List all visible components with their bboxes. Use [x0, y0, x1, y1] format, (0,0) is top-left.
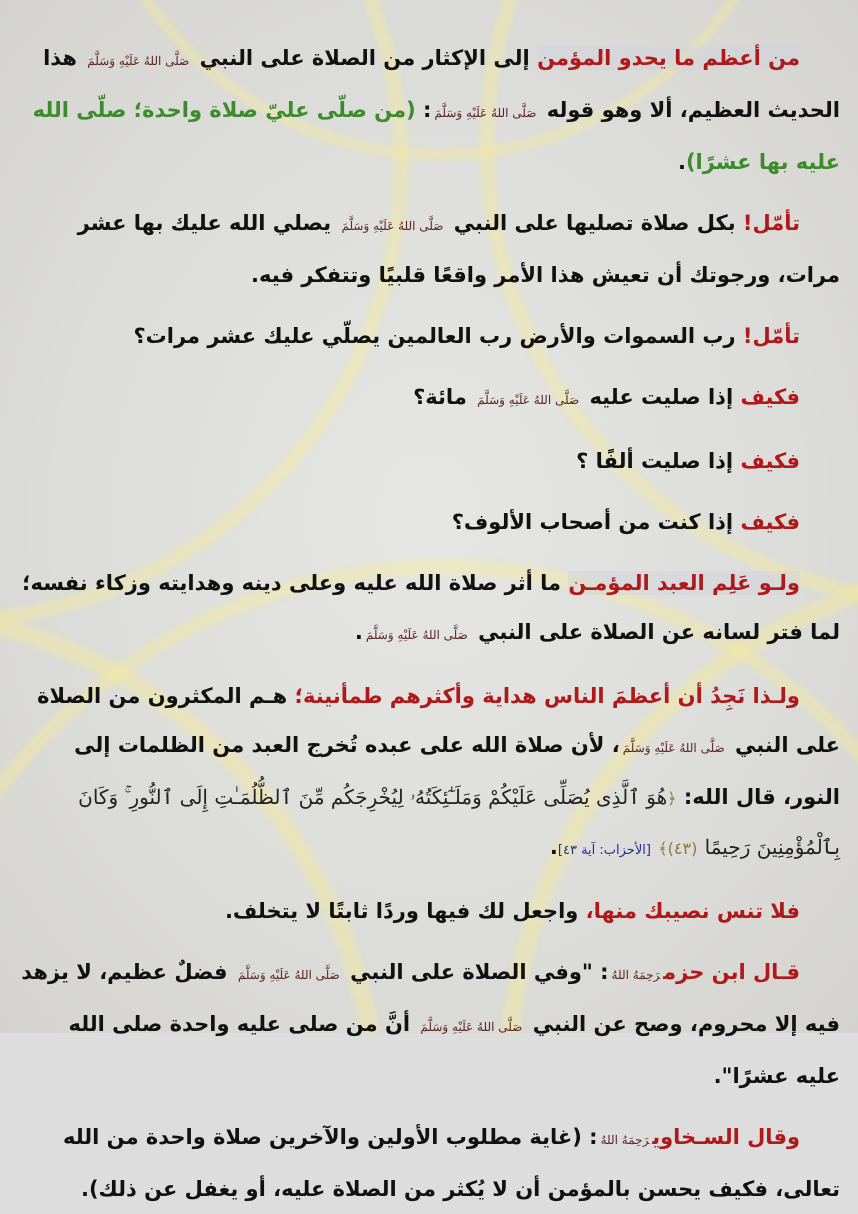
- body-text: مائة؟: [413, 385, 475, 409]
- honorific-glyph: صَلَّى اللهُ عَلَيْهِ وَسَلَّمَ: [365, 628, 468, 642]
- body-text: .: [549, 835, 558, 859]
- quran-verse: هُوَ ٱلَّذِى يُصَلِّى عَلَيْكُمْ وَمَلَـٰٓئِكَتُهُۥ لِيُخْرِجَكُم مِّنَ ٱلظُّلُمَـٰتِ إِلَى ٱلنُّورِ ۚ وَكَانَ بِٱلْمُؤْمِنِينَ رَحِيمًا: [78, 785, 840, 859]
- body-text: إذا صليت ألفًا ؟: [576, 449, 741, 473]
- paragraph-how-hundred: [18, 373, 840, 425]
- honorific-glyph: صَلَّى اللهُ عَلَيْهِ وَسَلَّمَ: [237, 968, 340, 982]
- body-text: أنَّ من صلى عليه واحدة صلى الله عليه عشرًا".: [68, 1012, 840, 1088]
- paragraph-reflect-1: [18, 199, 840, 300]
- body-text: هذا الحديث العظيم، ألا وهو قوله: [43, 46, 840, 122]
- emphasis-text: فكيف: [740, 510, 800, 534]
- body-text: ، لأن صلاة الله على عبده تُخرج العبد من الظلمات إلى النور، قال الله:: [74, 733, 840, 809]
- paragraph-quran-verse: [18, 672, 840, 875]
- surah-reference: [الأحزاب: آية ٤٣]: [557, 843, 651, 858]
- body-text: بكل صلاة تصليها على النبي: [446, 211, 743, 235]
- body-text: .: [354, 620, 363, 644]
- body-text: .: [677, 150, 686, 174]
- paragraph-sakhawi: [18, 1113, 840, 1214]
- body-text: إلى الإكثار من الصلاة على النبي: [192, 46, 538, 70]
- hadith-quote: (من صلّى عليّ صلاة واحدة؛ صلّى الله عليه بها عشرًا): [32, 98, 840, 174]
- emphasis-text: فكيف: [740, 449, 800, 473]
- body-text: إذا صليت عليه: [582, 385, 741, 409]
- quran-bracket-open: ﴿: [667, 789, 677, 808]
- emphasis-text: من أعظم ما يحدو المؤمن: [537, 46, 800, 70]
- body-text: ولـذا: [745, 684, 800, 708]
- paragraph-how-thousand: [18, 437, 840, 486]
- honorific-glyph: صَلَّى اللهُ عَلَيْهِ وَسَلَّمَ: [341, 219, 444, 233]
- paragraph-reflect-2: [18, 312, 840, 361]
- body-text: واجعل لك فيها وردًا ثابتًا لا يتخلف.: [224, 899, 586, 923]
- emphasis-text: ولـو عَلِم العبد المؤمـن: [568, 571, 800, 595]
- body-text: ما أثر صلاة الله عليه وعلى دينه وهدايته وزكاء نفسه؛ لما فتر لسانه عن الصلاة على النبي: [22, 571, 840, 644]
- body-text: :: [415, 98, 432, 122]
- body-text: : "وفي الصلاة على النبي: [342, 960, 609, 984]
- honorific-glyph: صَلَّى اللهُ عَلَيْهِ وَسَلَّمَ: [87, 54, 190, 68]
- ayah-number: (٤٣): [667, 839, 698, 858]
- emphasis-text: نَجِدُ أن أعظمَ الناس هداية وأكثرهم طمأنينة؛: [294, 684, 746, 708]
- quran-bracket-close: ﴾: [658, 839, 668, 858]
- emphasis-text: تأمّل!: [742, 324, 800, 348]
- body-text: فضلٌ عظيم، لا يزهد فيه إلا محروم، وصح عن النبي: [21, 960, 840, 1036]
- paragraph-ibn-hazm: [18, 948, 840, 1101]
- paragraph-intro: [18, 34, 840, 187]
- body-text: إذا كنت من أصحاب الألوف؟: [451, 510, 741, 534]
- honorific-glyph: صَلَّى اللهُ عَلَيْهِ وَسَلَّمَ: [420, 1020, 523, 1034]
- body-text: هـم المكثرون من الصلاة على النبي: [37, 684, 840, 757]
- body-text: : (غاية مطلوب الأولين والآخرين صلاة واحدة من الله تعالى، فكيف يحسن بالمؤمن أن لا يُكثر من الصلاة عليه، أو يغفل عن ذلك).: [62, 1125, 840, 1201]
- paragraph-how-thousands: [18, 498, 840, 547]
- emphasis-text: تأمّل!: [742, 211, 800, 235]
- paragraph-if-knew: [18, 559, 840, 660]
- emphasis-text: فكيف: [740, 385, 800, 409]
- honorific-glyph: صَلَّى اللهُ عَلَيْهِ وَسَلَّمَ: [622, 741, 725, 755]
- emphasis-text: قـال ابن حزم: [663, 960, 800, 984]
- rahimahullah-glyph: رَحِمَهُ اللهُ: [611, 968, 661, 982]
- emphasis-text: فلا تنس نصيبك منها،: [585, 899, 800, 923]
- rahimahullah-glyph: رَحِمَهُ اللهُ: [600, 1133, 650, 1147]
- body-text: يصلي الله عليك بها عشر مرات، ورجوتك أن تعيش هذا الأمر واقعًا قلبيًا وتتفكر فيه.: [77, 211, 840, 287]
- body-text: رب السموات والأرض رب العالمين يصلّي عليك عشر مرات؟: [133, 324, 743, 348]
- honorific-glyph: صَلَّى اللهُ عَلَيْهِ وَسَلَّمَ: [477, 393, 580, 407]
- paragraph-dont-forget: [18, 887, 840, 936]
- honorific-glyph: صَلَّى اللهُ عَلَيْهِ وَسَلَّمَ: [434, 106, 537, 120]
- emphasis-text: وقال السـخاوي: [652, 1125, 800, 1149]
